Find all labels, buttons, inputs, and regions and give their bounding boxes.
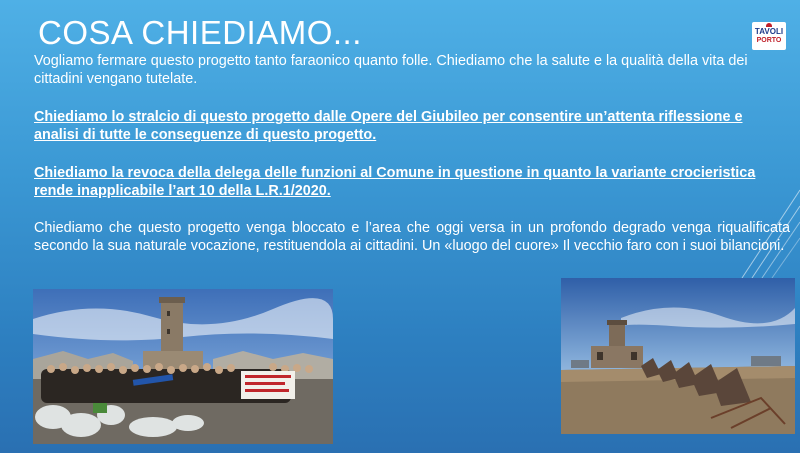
logo-line-1: TAVOLI <box>754 27 784 36</box>
intro-paragraph: Vogliamo fermare questo progetto tanto faraonico quanto folle. Chiediamo che la salute e la qualità della vita dei cittadini vengano tutelate. <box>34 53 748 87</box>
request-revoca: Chiediamo la revoca della delega delle funzioni al Comune in questione in quanto la variante crocieristica rende inapplicabile l’art 10 della L.R.1/2020. <box>34 165 756 199</box>
lighthouse-photo <box>561 278 795 434</box>
slide-title: COSA CHIEDIAMO... <box>38 14 362 51</box>
lighthouse-icon <box>766 23 772 27</box>
group-photo <box>33 289 333 444</box>
tavoli-porto-logo <box>752 22 786 50</box>
request-stralcio: Chiediamo lo stralcio di questo progetto dalle Opere del Giubileo per consentire un’attenta riflessione e analisi di tutte le conseguenze di questo progetto. <box>34 109 743 143</box>
logo-line-2: PORTO <box>756 37 782 44</box>
closing-paragraph: Chiediamo che questo progetto venga bloccato e l’area che oggi versa in un profondo degrado venga riqualificata secondo la sua naturale vocazione, restituendola ai cittadini. Un «luogo del cuore» Il vecchio faro con i suoi bilancioni. <box>34 220 790 254</box>
